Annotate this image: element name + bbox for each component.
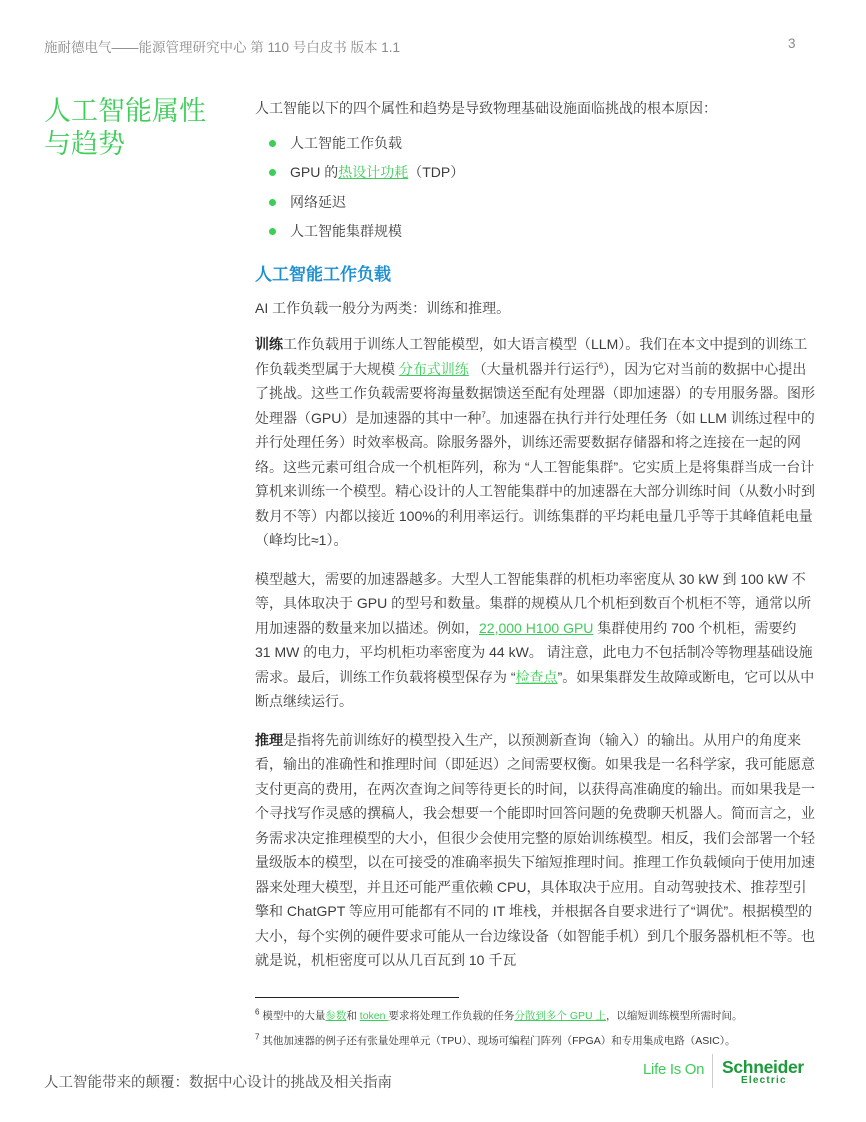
section-title-line2: 与趋势 [44, 129, 125, 159]
running-header: 施耐德电气——能源管理研究中心 第 110 号白皮书 版本 1.1 [44, 40, 401, 55]
list-item [269, 190, 815, 220]
paragraph-training [255, 332, 815, 553]
paragraph-inference [255, 728, 815, 973]
footnote-ref-6[interactable]: 6 [598, 360, 604, 370]
list-item [269, 131, 815, 161]
section-title-line1: 人工智能属性 [44, 96, 206, 126]
list-item [269, 219, 815, 249]
list-item-text: 人工智能集群规模 [290, 223, 402, 239]
text-run: ”。如果集群发生故障或断电，它可以从中断点继续运行。 [255, 668, 815, 709]
page-number: 3 [788, 36, 796, 51]
footnote-number: 6 [255, 1007, 260, 1017]
list-item-text: GPU 的 [290, 164, 339, 180]
text-run: ，以缩短训练模型所需时间。 [606, 1010, 743, 1022]
bullet-icon [269, 140, 276, 147]
subsection-heading: 人工智能工作负载 [255, 264, 391, 284]
checkpoint-link[interactable]: 检查点 [515, 668, 558, 685]
footer-document-title: 人工智能带来的颠覆：数据中心设计的挑战及相关指南 [44, 1075, 392, 1091]
bullet-icon [269, 169, 276, 176]
bullet-icon [269, 199, 276, 206]
footnote-number: 7 [255, 1032, 260, 1042]
section-title [44, 95, 224, 161]
text-run: 。加速器在执行并行处理任务（如 LLM 训练过程中的并行处理任务）时效率极高。除服务器外，训练还需要数据存储器和将之连接在一起的网络。这些元素可组合成一个机柜阵列，称为 “人工智能集群”。它实质上是将集群当成一台计算机来训练一个模型。精心设计的人工智能集群中的加速器在大部分训练时间（从数小时到数月不等）内都以接近 100%的利用率运行。训练集群的平均耗电量几乎等于其峰值耗电量（峰均比≈1）。 [255, 409, 815, 548]
schneider-electric-logo [722, 1058, 804, 1086]
h100-cluster-link[interactable]: 22,000 H100 GPU [479, 619, 594, 636]
list-item [269, 160, 815, 190]
text-run: 是指将先前训练好的模型投入生产，以预测新查询（输入）的输出。从用户的角度来看，输出的准确性和推理时间（即延迟）之间需要权衡。如果我是一名科学家，我可能愿意支付更高的费用，在两次查询之间等待更长的时间，以获得高准确度的输出。而如果我是一个寻找写作灵感的撰稿人，我会想要一个能即时回答问题的免费聊天机器人。简而言之，业务需求决定推理模型的大小，但很少会使用完整的原始训练模型。相反，我们会部署一个轻量级版本的模型，以在可接受的准确率损失下缩短推理时间。推理工作负载倾向于使用加速器来处理大模型，并且还可能严重依赖 CPU，具体取决于应用。自动驾驶技术、推荐型引擎和 ChatGPT 等应用可能都有不同的 IT 堆栈，并根据各自要求进行了“调优”。根据模型的大小，每个实例的硬件要求可能从一台边缘设备（如智能手机）到几个服务器机柜不等。也就是说，机柜密度可以从几百瓦到 10 千瓦 [255, 731, 815, 968]
brand-name: Schneider [722, 1057, 804, 1077]
footnote-6 [255, 1004, 815, 1029]
list-item-text: 人工智能工作负载 [290, 134, 402, 151]
paragraph-workload-types: AI 工作负载一般分为两类：训练和推理。 [255, 299, 511, 316]
text-run: ），因为它对当前的数据中心提出了挑战。这些工作负载需要将海量数据馈送至配有处理器（即加速器）的专用服务器。图形处理器（GPU）是加速器的其中一种 [255, 360, 815, 426]
text-run: 其他加速器的例子还有张量处理单元（TPU）、现场可编程门阵列（FPGA）和专用集成电路（ASIC）。 [259, 1035, 736, 1047]
intro-paragraph: 人工智能以下的四个属性和趋势是导致物理基础设施面临挑战的根本原因： [255, 100, 717, 116]
text-run: 和 [346, 1010, 360, 1022]
parameters-link[interactable]: 参数 [325, 1010, 347, 1022]
brand-subname: Electric [741, 1075, 787, 1086]
text-run: 工作负载用于训练人工智能模型，如大语言模型（LLM）。我们在本文中提到的训练工作负载类型属于大规模 [255, 336, 808, 377]
attributes-list [255, 131, 815, 249]
tdp-link[interactable]: 热设计功耗 [338, 164, 409, 180]
list-item-text: 网络延迟 [290, 193, 346, 210]
text-run: 模型中的大量 [259, 1010, 326, 1022]
token-link[interactable]: token [359, 1010, 389, 1022]
life-is-on-tagline: Life Is On [643, 1061, 705, 1078]
footnote-divider [255, 997, 459, 998]
text-run: 模型越大，需要的加速器越多。大型人工智能集群的机柜功率密度从 30 kW 到 100 kW 不等，具体取决于 GPU 的型号和数量。集群的规模从几个机柜到数百个机柜不等，通常以所用加速器的数量来加以描述。例如， [255, 570, 812, 636]
text-run: 集群使用约 700 个机柜，需要约 31 MW 的电力，平均机柜功率密度为 44 kW。 请注意，此电力不包括制冷等物理基础设施需求。最后，训练工作负载将模型保存为 “ [255, 619, 813, 685]
main-content [255, 96, 815, 987]
multi-gpu-link[interactable]: 分散到多个 GPU 上 [514, 1010, 606, 1022]
text-run: 要求将处理工作负载的任务 [388, 1010, 515, 1022]
text-run: （大量机器并行运行 [468, 360, 599, 377]
bullet-icon [269, 228, 276, 235]
logo-divider [712, 1054, 713, 1088]
term-training: 训练 [255, 336, 283, 352]
distributed-training-link[interactable]: 分布式训练 [398, 360, 469, 377]
footnote-ref-7[interactable]: 7 [481, 409, 486, 419]
term-inference: 推理 [255, 731, 283, 748]
footnote-7 [255, 1029, 815, 1054]
footnotes [255, 1004, 815, 1054]
list-item-text: （TDP） [408, 164, 465, 180]
paragraph-cluster-size [255, 567, 815, 714]
